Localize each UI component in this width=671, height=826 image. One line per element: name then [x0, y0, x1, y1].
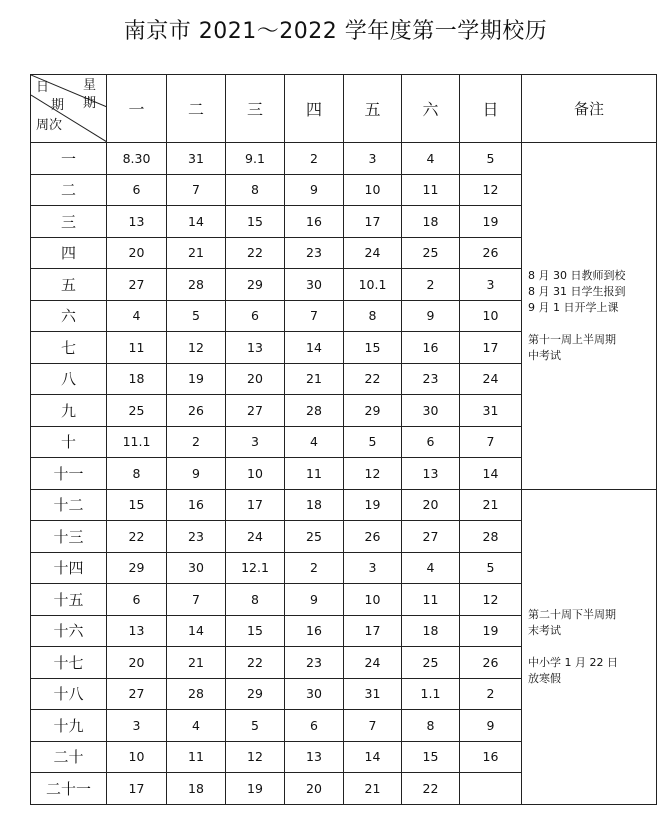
- date-cell: 11: [402, 584, 460, 616]
- corner-star-label: 星: [83, 78, 97, 93]
- date-cell: 26: [167, 395, 226, 427]
- date-cell: 27: [402, 521, 460, 553]
- note-line: 放寒假: [528, 671, 561, 685]
- date-cell: 29: [226, 678, 285, 710]
- week-number-cell: 十五: [31, 584, 107, 616]
- date-cell: 9: [167, 458, 226, 490]
- date-cell: 23: [167, 521, 226, 553]
- corner-qi1-label: 期: [51, 98, 65, 113]
- date-cell: 26: [460, 237, 522, 269]
- corner-qi2-label: 期: [83, 96, 97, 111]
- date-cell: 7: [285, 300, 344, 332]
- week-row: [31, 143, 657, 175]
- date-cell: 3: [107, 710, 167, 742]
- week-number-cell: 二十: [31, 741, 107, 773]
- date-cell: 12: [167, 332, 226, 364]
- date-cell: 4: [107, 300, 167, 332]
- date-cell: 23: [402, 363, 460, 395]
- calendar-table: [30, 74, 657, 805]
- day-header: 五: [344, 75, 402, 143]
- week-number-cell: 五: [31, 269, 107, 301]
- date-cell: 5: [167, 300, 226, 332]
- week-number-cell: 二十一: [31, 773, 107, 805]
- date-cell: 25: [285, 521, 344, 553]
- date-cell: 2: [285, 552, 344, 584]
- date-cell: 8: [226, 584, 285, 616]
- date-cell: 6: [285, 710, 344, 742]
- date-cell: 31: [460, 395, 522, 427]
- week-number-cell: 七: [31, 332, 107, 364]
- day-header: 六: [402, 75, 460, 143]
- date-cell: 8.30: [107, 143, 167, 175]
- date-cell: 4: [402, 552, 460, 584]
- date-cell: 28: [285, 395, 344, 427]
- week-number-cell: 十四: [31, 552, 107, 584]
- day-header: 二: [167, 75, 226, 143]
- date-cell: 4: [285, 426, 344, 458]
- date-cell: 21: [460, 489, 522, 521]
- week-number-cell: 十八: [31, 678, 107, 710]
- notes-header: 备注: [522, 75, 657, 143]
- note-line: 中考试: [528, 348, 561, 362]
- date-cell: 16: [285, 615, 344, 647]
- date-cell: 7: [344, 710, 402, 742]
- date-cell: 29: [107, 552, 167, 584]
- date-cell: 21: [167, 237, 226, 269]
- date-cell: 22: [226, 647, 285, 679]
- date-cell: 22: [402, 773, 460, 805]
- week-number-cell: 八: [31, 363, 107, 395]
- date-cell: 10: [226, 458, 285, 490]
- date-cell: 25: [402, 647, 460, 679]
- date-cell: 30: [285, 678, 344, 710]
- week-number-cell: 十一: [31, 458, 107, 490]
- date-cell: 27: [226, 395, 285, 427]
- header-row: [31, 75, 657, 143]
- date-cell: 24: [344, 237, 402, 269]
- date-cell: 20: [285, 773, 344, 805]
- week-number-cell: 十九: [31, 710, 107, 742]
- date-cell: 14: [285, 332, 344, 364]
- date-cell: 10: [460, 300, 522, 332]
- date-cell: 3: [344, 552, 402, 584]
- date-cell: 19: [226, 773, 285, 805]
- date-cell: 13: [285, 741, 344, 773]
- date-cell: 14: [460, 458, 522, 490]
- date-cell: 12.1: [226, 552, 285, 584]
- date-cell: 13: [107, 615, 167, 647]
- date-cell: 5: [460, 143, 522, 175]
- date-cell: 16: [460, 741, 522, 773]
- date-cell: 26: [344, 521, 402, 553]
- date-cell: 18: [285, 489, 344, 521]
- note-line: 9 月 1 日开学上课: [528, 300, 619, 314]
- date-cell: 9: [402, 300, 460, 332]
- note-line: 8 月 30 日教师到校: [528, 268, 626, 282]
- date-cell: 13: [226, 332, 285, 364]
- date-cell: 12: [460, 584, 522, 616]
- note-line: [528, 639, 650, 655]
- week-number-cell: 十三: [31, 521, 107, 553]
- date-cell: 14: [344, 741, 402, 773]
- date-cell: 8: [107, 458, 167, 490]
- corner-day-label: 日: [36, 80, 50, 95]
- date-cell: 28: [167, 678, 226, 710]
- date-cell: 26: [460, 647, 522, 679]
- date-cell: 21: [344, 773, 402, 805]
- date-cell: 7: [167, 174, 226, 206]
- date-cell: [460, 773, 522, 805]
- date-cell: 10: [344, 174, 402, 206]
- date-cell: 13: [402, 458, 460, 490]
- date-cell: 2: [460, 678, 522, 710]
- date-cell: 8: [402, 710, 460, 742]
- date-cell: 30: [402, 395, 460, 427]
- date-cell: 9: [285, 584, 344, 616]
- date-cell: 17: [107, 773, 167, 805]
- date-cell: 29: [226, 269, 285, 301]
- date-cell: 7: [460, 426, 522, 458]
- date-cell: 18: [107, 363, 167, 395]
- date-cell: 11.1: [107, 426, 167, 458]
- date-cell: 27: [107, 269, 167, 301]
- date-cell: 18: [402, 615, 460, 647]
- date-cell: 11: [285, 458, 344, 490]
- date-cell: 2: [285, 143, 344, 175]
- page-title: 南京市 2021～2022 学年度第一学期校历: [123, 19, 548, 44]
- note-line: 8 月 31 日学生报到: [528, 284, 626, 298]
- date-cell: 28: [460, 521, 522, 553]
- week-number-cell: 四: [31, 237, 107, 269]
- date-cell: 23: [285, 647, 344, 679]
- date-cell: 23: [285, 237, 344, 269]
- date-cell: 25: [402, 237, 460, 269]
- date-cell: 22: [344, 363, 402, 395]
- date-cell: 2: [402, 269, 460, 301]
- date-cell: 14: [167, 615, 226, 647]
- date-cell: 22: [226, 237, 285, 269]
- date-cell: 15: [107, 489, 167, 521]
- date-cell: 20: [107, 647, 167, 679]
- date-cell: 20: [402, 489, 460, 521]
- date-cell: 16: [167, 489, 226, 521]
- date-cell: 22: [107, 521, 167, 553]
- date-cell: 3: [460, 269, 522, 301]
- date-cell: 19: [344, 489, 402, 521]
- date-cell: 16: [402, 332, 460, 364]
- day-header: 三: [226, 75, 285, 143]
- date-cell: 24: [460, 363, 522, 395]
- date-cell: 8: [344, 300, 402, 332]
- date-cell: 15: [226, 206, 285, 238]
- date-cell: 3: [226, 426, 285, 458]
- date-cell: 7: [167, 584, 226, 616]
- date-cell: 30: [285, 269, 344, 301]
- date-cell: 11: [402, 174, 460, 206]
- date-cell: 17: [226, 489, 285, 521]
- date-cell: 2: [167, 426, 226, 458]
- week-number-cell: 十: [31, 426, 107, 458]
- date-cell: 21: [285, 363, 344, 395]
- date-cell: 18: [402, 206, 460, 238]
- date-cell: 16: [285, 206, 344, 238]
- week-number-cell: 六: [31, 300, 107, 332]
- date-cell: 6: [107, 174, 167, 206]
- date-cell: 10.1: [344, 269, 402, 301]
- date-cell: 6: [226, 300, 285, 332]
- date-cell: 30: [167, 552, 226, 584]
- week-row: [31, 489, 657, 521]
- date-cell: 12: [226, 741, 285, 773]
- day-header: 日: [460, 75, 522, 143]
- date-cell: 17: [460, 332, 522, 364]
- week-number-cell: 十六: [31, 615, 107, 647]
- date-cell: 19: [460, 206, 522, 238]
- date-cell: 10: [344, 584, 402, 616]
- date-cell: 29: [344, 395, 402, 427]
- date-cell: 9: [460, 710, 522, 742]
- date-cell: 5: [460, 552, 522, 584]
- date-cell: 20: [107, 237, 167, 269]
- date-cell: 24: [226, 521, 285, 553]
- date-cell: 8: [226, 174, 285, 206]
- date-cell: 19: [460, 615, 522, 647]
- date-cell: 15: [226, 615, 285, 647]
- date-cell: 6: [107, 584, 167, 616]
- date-cell: 4: [167, 710, 226, 742]
- date-cell: 11: [107, 332, 167, 364]
- date-cell: 12: [460, 174, 522, 206]
- date-cell: 5: [344, 426, 402, 458]
- notes-cell-second-half: [522, 489, 657, 804]
- date-cell: 17: [344, 206, 402, 238]
- date-cell: 15: [402, 741, 460, 773]
- week-number-cell: 十七: [31, 647, 107, 679]
- note-line: [528, 316, 650, 332]
- date-cell: 11: [167, 741, 226, 773]
- note-line: 第二十周下半周期: [528, 607, 616, 621]
- date-cell: 9.1: [226, 143, 285, 175]
- date-cell: 3: [344, 143, 402, 175]
- notes-cell-first-half: [522, 143, 657, 490]
- week-number-cell: 二: [31, 174, 107, 206]
- corner-zhouci-label: 周次: [36, 118, 63, 133]
- date-cell: 12: [344, 458, 402, 490]
- note-line: 第十一周上半周期: [528, 332, 616, 346]
- date-cell: 17: [344, 615, 402, 647]
- date-cell: 13: [107, 206, 167, 238]
- date-cell: 6: [402, 426, 460, 458]
- date-cell: 1.1: [402, 678, 460, 710]
- date-cell: 20: [226, 363, 285, 395]
- date-cell: 27: [107, 678, 167, 710]
- date-cell: 9: [285, 174, 344, 206]
- date-cell: 21: [167, 647, 226, 679]
- corner-header-cell: [31, 75, 107, 143]
- note-line: 中小学 1 月 22 日: [528, 655, 618, 669]
- date-cell: 15: [344, 332, 402, 364]
- date-cell: 28: [167, 269, 226, 301]
- date-cell: 31: [167, 143, 226, 175]
- day-header: 四: [285, 75, 344, 143]
- date-cell: 5: [226, 710, 285, 742]
- date-cell: 25: [107, 395, 167, 427]
- week-number-cell: 一: [31, 143, 107, 175]
- date-cell: 31: [344, 678, 402, 710]
- week-number-cell: 十二: [31, 489, 107, 521]
- note-line: 末考试: [528, 623, 561, 637]
- date-cell: 18: [167, 773, 226, 805]
- date-cell: 14: [167, 206, 226, 238]
- day-header: 一: [107, 75, 167, 143]
- week-number-cell: 九: [31, 395, 107, 427]
- date-cell: 4: [402, 143, 460, 175]
- date-cell: 19: [167, 363, 226, 395]
- date-cell: 10: [107, 741, 167, 773]
- week-number-cell: 三: [31, 206, 107, 238]
- date-cell: 24: [344, 647, 402, 679]
